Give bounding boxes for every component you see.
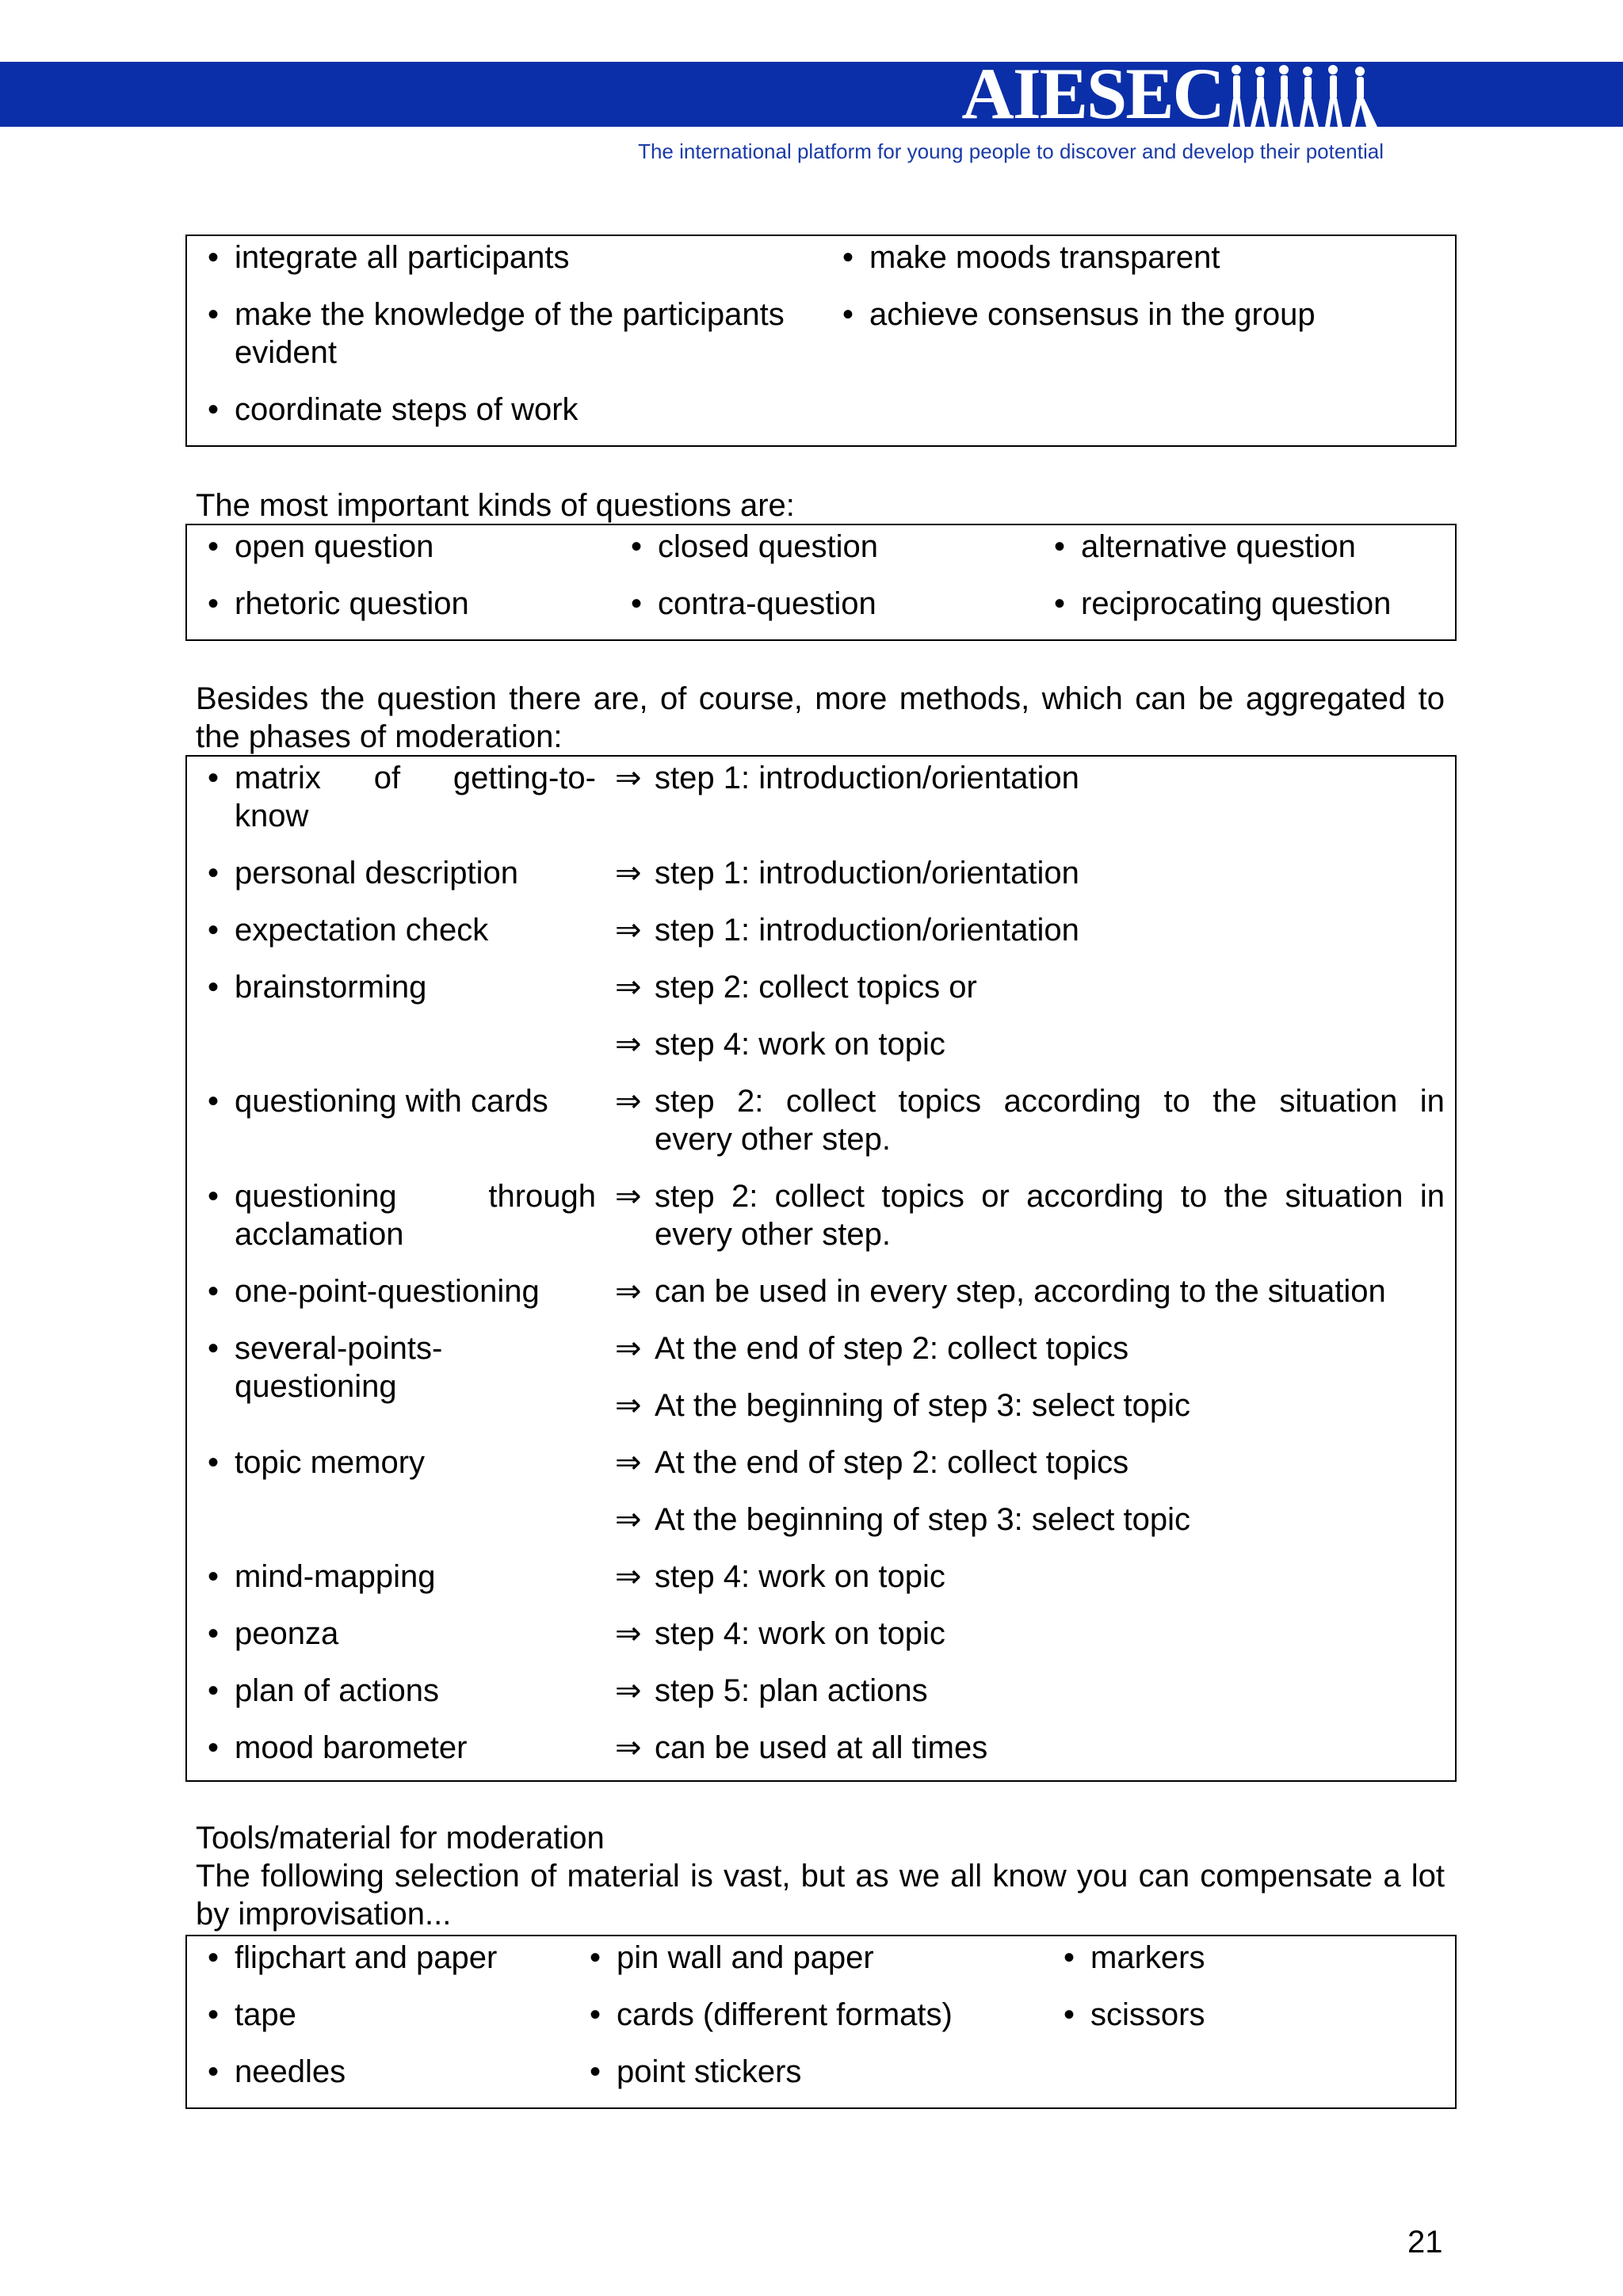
bullet-icon: • <box>207 761 219 795</box>
list-item: • markers <box>1090 1939 1205 1977</box>
bullet-icon: • <box>207 856 219 891</box>
method-step: ⇒ step 2: collect topics according to the situation in every other step. <box>615 1084 1445 1157</box>
bullet-icon: • <box>589 2054 601 2089</box>
method-item: • questioning through acclamation <box>235 1177 596 1253</box>
bullet-icon: • <box>842 297 854 332</box>
arrow-icon: ⇒ <box>615 1730 642 1765</box>
questions-intro: The most important kinds of questions are: <box>196 488 795 523</box>
arrow-icon: ⇒ <box>615 1388 642 1423</box>
bullet-icon: • <box>630 586 642 621</box>
method-step: ⇒ step 5: plan actions <box>615 1673 928 1708</box>
arrow-icon: ⇒ <box>615 1027 642 1062</box>
method-step: ⇒ At the beginning of step 3: select topic <box>615 1502 1190 1537</box>
arrow-icon: ⇒ <box>615 1502 642 1537</box>
method-step: ⇒ step 4: work on topic <box>615 1027 945 1062</box>
list-item: • contra-question <box>658 585 876 623</box>
method-step: ⇒ At the end of step 2: collect topics <box>615 1445 1129 1480</box>
method-step: ⇒ step 1: introduction/orientation <box>615 856 1079 891</box>
bullet-icon: • <box>1063 1940 1075 1975</box>
bullet-icon: • <box>207 529 219 564</box>
method-item: • mind-mapping <box>235 1558 435 1596</box>
bullet-icon: • <box>207 240 219 275</box>
bullet-icon: • <box>589 1940 601 1975</box>
method-step: ⇒ can be used in every step, according to the situation <box>615 1274 1386 1309</box>
arrow-icon: ⇒ <box>615 1274 642 1309</box>
arrow-icon: ⇒ <box>615 1084 642 1119</box>
list-item: • flipchart and paper <box>235 1939 497 1977</box>
bullet-icon: • <box>207 1331 219 1366</box>
list-item: • scissors <box>1090 1996 1205 2034</box>
bullet-icon: • <box>207 586 219 621</box>
list-item: • cards (different formats) <box>617 1996 953 2034</box>
method-step: ⇒ step 4: work on topic <box>615 1559 945 1594</box>
bullet-icon: • <box>207 1616 219 1651</box>
bullet-icon: • <box>207 1274 219 1309</box>
bullet-icon: • <box>1053 586 1065 621</box>
method-item: • expectation check <box>235 911 488 949</box>
bullet-icon: • <box>589 1997 601 2032</box>
bullet-icon: • <box>630 529 642 564</box>
list-item: • pin wall and paper <box>617 1939 874 1977</box>
list-item: • reciprocating question <box>1081 585 1391 623</box>
method-item: • one-point-questioning <box>235 1272 540 1310</box>
list-item: • achieve consensus in the group <box>869 296 1316 334</box>
bullet-icon: • <box>207 1084 219 1119</box>
bullet-icon: • <box>207 913 219 948</box>
method-item: • matrix of getting-to- know <box>235 759 596 835</box>
method-item: • mood barometer <box>235 1729 467 1767</box>
list-item: • integrate all participants <box>235 238 569 277</box>
aiesec-logo <box>961 53 1385 134</box>
tools-intro: The following selection of material is vast, but as we all know you can compensate a lot by improvisation... <box>196 1859 1445 1932</box>
method-step: ⇒ At the end of step 2: collect topics <box>615 1331 1129 1366</box>
bullet-icon: • <box>1063 1997 1075 2032</box>
arrow-icon: ⇒ <box>615 1673 642 1708</box>
list-item: • coordinate steps of work <box>235 391 579 429</box>
list-item: • alternative question <box>1081 528 1356 566</box>
list-item: • make moods transparent <box>869 238 1220 277</box>
list-item: • point stickers <box>617 2053 801 2091</box>
method-step: ⇒ step 2: collect topics or according to the situation in every other step. <box>615 1179 1445 1252</box>
arrow-icon: ⇒ <box>615 913 642 948</box>
bullet-icon: • <box>207 1445 219 1480</box>
tagline: The international platform for young people to discover and develop their potential <box>638 139 1384 163</box>
method-item: • questioning with cards <box>235 1082 548 1120</box>
bullet-icon: • <box>207 1997 219 2032</box>
method-item: • personal description <box>235 854 518 892</box>
method-item: • plan of actions <box>235 1672 439 1710</box>
bullet-icon: • <box>207 297 219 332</box>
method-step: ⇒ can be used at all times <box>615 1730 988 1765</box>
page-number: 21 <box>1407 2225 1443 2260</box>
bullet-icon: • <box>207 1559 219 1594</box>
method-step: ⇒ step 1: introduction/orientation <box>615 761 1079 795</box>
list-item: • needles <box>235 2053 346 2091</box>
arrow-icon: ⇒ <box>615 1559 642 1594</box>
method-item: • topic memory <box>235 1444 425 1482</box>
list-item: • closed question <box>658 528 878 566</box>
arrow-icon: ⇒ <box>615 1616 642 1651</box>
methods-intro: Besides the question there are, of course, more methods, which can be aggregated to the phases of moderation: <box>196 681 1445 754</box>
bullet-icon: • <box>207 392 219 427</box>
method-step: ⇒ step 4: work on topic <box>615 1616 945 1651</box>
arrow-icon: ⇒ <box>615 1179 642 1214</box>
bullet-icon: • <box>207 1940 219 1975</box>
arrow-icon: ⇒ <box>615 761 642 795</box>
bullet-icon: • <box>842 240 854 275</box>
list-item: • make the knowledge of the participants evident <box>235 296 785 372</box>
bullet-icon: • <box>207 1179 219 1214</box>
bullet-icon: • <box>207 1673 219 1708</box>
bullet-icon: • <box>207 2054 219 2089</box>
arrow-icon: ⇒ <box>615 1331 642 1366</box>
method-step: ⇒ At the beginning of step 3: select topic <box>615 1388 1190 1423</box>
method-item: • brainstorming <box>235 968 426 1006</box>
walking-people-icon <box>1227 63 1385 130</box>
method-item: • several-points- questioning <box>235 1329 442 1405</box>
arrow-icon: ⇒ <box>615 970 642 1005</box>
method-step: ⇒ step 1: introduction/orientation <box>615 913 1079 948</box>
tools-title: Tools/material for moderation <box>196 1821 605 1855</box>
method-step: ⇒ step 2: collect topics or <box>615 970 977 1005</box>
list-item: • tape <box>235 1996 296 2034</box>
bullet-icon: • <box>207 1730 219 1765</box>
logo-text: AIESEC <box>961 53 1224 134</box>
bullet-icon: • <box>1053 529 1065 564</box>
method-item: • peonza <box>235 1615 338 1653</box>
list-item: • open question <box>235 528 433 566</box>
arrow-icon: ⇒ <box>615 856 642 891</box>
list-item: • rhetoric question <box>235 585 469 623</box>
arrow-icon: ⇒ <box>615 1445 642 1480</box>
bullet-icon: • <box>207 970 219 1005</box>
